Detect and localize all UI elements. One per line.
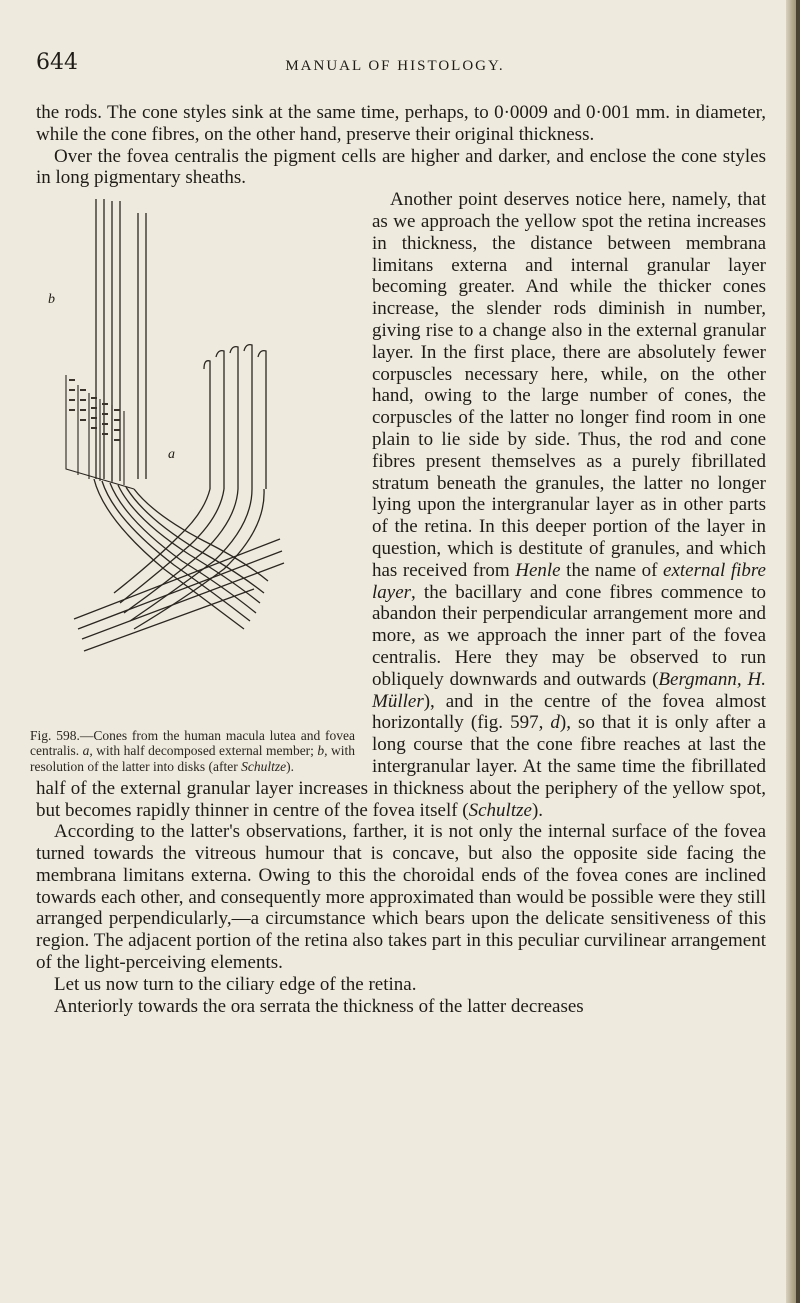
paragraph-3-text-a: Another point deserves notice here, namely, that as we approach the yellow spot the retina increases in thickness, the distance between membrana limitans externa and internal granular layer becoming greater. And while the thicker cones increase, the slender rods diminish in number, giving rise to a change also in the external granular layer. In the first place, there are absolutely fewer corpuscles necessary here, while, on the other hand, owing to the large number of cones, the corpuscles of the latter no longer find room in one plain to lie side by side. Thus, the rod and cone fibres present themselves as a purely fibrillated stratum beneath the granules, the latter no longer lying upon the intergranular layer as in other parts of the retina. In this deeper portion of the layer in question, which is destitute of granules, and which has received from (372, 189, 766, 581)
paragraph-6: Anteriorly towards the ora serrata the thickness of the latter decreases (54, 995, 584, 1017)
disk (80, 389, 86, 391)
paragraph-5: Let us now turn to the ciliary edge of the retina. (54, 973, 417, 995)
figure-label-a: a (168, 447, 175, 463)
paragraph-3-text-e: ), so that it is only after a long course that the cone fibre reaches at last the intergranular layer. At the same time the fibrillated half of the external granular layer increases in thickness about the periphery of the yellow spot, but becomes rapidly thinner in centre of the fovea itself ( (36, 712, 766, 821)
disk (69, 389, 75, 391)
caption-a: a, (82, 743, 93, 759)
caption-mid: with half decomposed external member; (92, 743, 318, 759)
lower-fibre (82, 563, 284, 639)
caption-tail: with resolution of the latter into disks (after (30, 743, 355, 774)
curved-fibre (134, 489, 264, 629)
cone-outline (204, 361, 210, 489)
curved-fibre (114, 489, 210, 593)
disk (69, 379, 75, 381)
page-header (0, 50, 790, 80)
running-title: MANUAL OF HISTOLOGY. (285, 58, 505, 74)
disk (80, 419, 86, 421)
disk (91, 397, 97, 399)
curved-fibre (124, 489, 238, 613)
figure-caption (30, 728, 355, 775)
paragraph-1: the rods. The cone styles sink at the same time, perhaps, to 0·0009 and 0·001 mm. in diameter, while the cone fibres, on the other hand, preserve their original thickness. (36, 102, 766, 145)
curved-fibre (134, 489, 268, 581)
body-text (30, 102, 767, 1017)
disk (80, 399, 86, 401)
cone-outline (258, 351, 266, 489)
disk (114, 419, 120, 421)
cones-illustration (54, 189, 354, 659)
cone-outline (216, 351, 224, 489)
paragraph-4: According to the latter's observations, farther, it is not only the internal surface of the fovea turned towards the vitreous humour that is concave, but also the opposite side facing the membrana limitans externa. Owing to this the choroidal ends of the fovea cones are inclined towards each other, and consequently more approximated than would be possible were they still arranged perpendicularly,—a circumstance which bears upon the delicate sensitiveness of this region. The adjacent portion of the retina also takes part in this peculiar curvilinear arrangement of the light-perceiving elements. (36, 821, 766, 974)
paragraph-3-text-b: the name of (560, 559, 664, 581)
paragraph-3-text-c: , the bacillary and cone fibres commence to abandon their perpendicular arrangement more and more, as we approach the inner part of the fovea centralis. Here they may be observed to run obliquely downwards and outwards ( (372, 581, 766, 690)
cone-outline (230, 347, 238, 489)
disk (91, 417, 97, 419)
disk (114, 429, 120, 431)
disk (102, 413, 108, 415)
caption-b: b, (317, 743, 328, 759)
disk (91, 427, 97, 429)
caption-end: ). (286, 758, 294, 774)
paragraph-3-text-f: ). (531, 799, 544, 821)
disk (69, 409, 75, 411)
term-external-fibre-layer: external fibre layer (372, 559, 766, 603)
disk (114, 409, 120, 411)
authors-bergmann-muller: Bergmann, H. Müller (372, 668, 767, 712)
disk (102, 403, 108, 405)
disk (102, 433, 108, 435)
page-number: 644 (36, 50, 78, 75)
caption-author: Schultze (241, 758, 287, 774)
disk (69, 399, 75, 401)
paragraph-2: Over the fovea centralis the pigment cells are higher and darker, and enclose the cone styles in long pigmentary sheaths. (36, 145, 766, 189)
caption-lead: Fig. 598.—Cones from the human macula lutea and fovea centralis. (30, 727, 355, 759)
paragraph-3-text-d: ), and in the centre of the fovea almost horizontally (fig. 597, (372, 690, 766, 734)
author-henle: Henle (515, 559, 561, 581)
disk (80, 409, 86, 411)
lower-fibre (84, 589, 254, 651)
cone-outline (244, 345, 252, 489)
figure-598 (30, 189, 362, 774)
disk (102, 423, 108, 425)
page-edge-shadow (796, 0, 800, 1303)
figure-ref-d: d (550, 712, 560, 734)
figure-label-b: b (48, 292, 55, 308)
disk (91, 407, 97, 409)
disk (114, 439, 120, 441)
author-schultze: Schultze (468, 799, 532, 821)
